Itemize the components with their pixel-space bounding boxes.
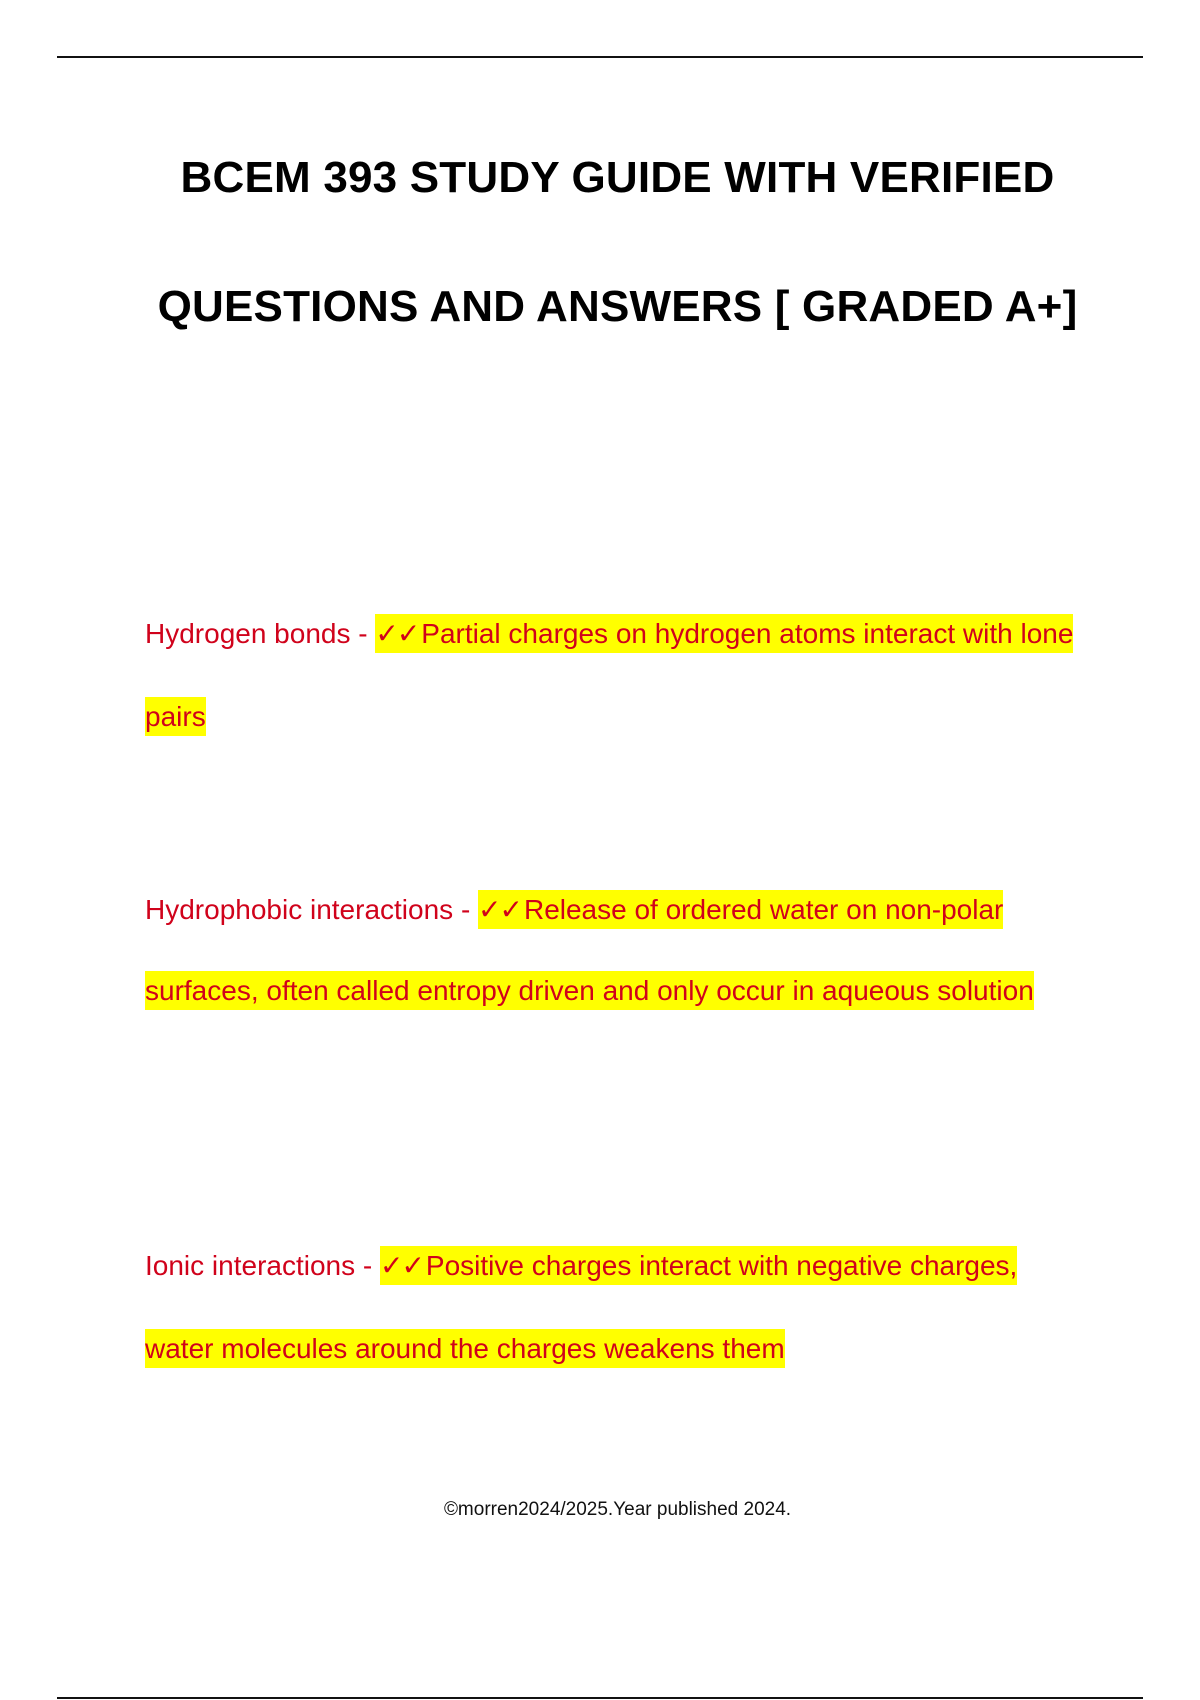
qa-item-hydrogen-bonds [145, 592, 1075, 758]
qa-answer: Partial charges on hydrogen atoms interact with lone pairs [145, 618, 1074, 732]
qa-answer: Positive charges interact with negative charges, water molecules around the charges weakens them [145, 1250, 1018, 1364]
qa-item-hydrophobic-interactions [145, 869, 1075, 1031]
qa-term: Ionic interactions - [145, 1250, 380, 1281]
footer-copyright: ©morren2024/2025.Year published 2024. [443, 1499, 792, 1520]
qa-term: Hydrogen bonds - [145, 618, 376, 649]
page-title-line-2: QUESTIONS AND ANSWERS [ GRADED A+] [157, 282, 1078, 331]
qa-answer: Release of ordered water on non-polar surfaces, often called entropy driven and only occur in aqueous solution [145, 894, 1034, 1006]
double-check-icon: ✓✓ [380, 1249, 423, 1282]
double-check-icon: ✓✓ [375, 617, 419, 650]
page-title-line-1: BCEM 393 STUDY GUIDE WITH VERIFIED [180, 153, 1055, 202]
bottom-rule [57, 1697, 1143, 1699]
double-check-icon: ✓✓ [478, 893, 521, 926]
top-rule [57, 56, 1143, 58]
qa-item-ionic-interactions [145, 1224, 1075, 1390]
qa-term: Hydrophobic interactions - [145, 894, 479, 925]
